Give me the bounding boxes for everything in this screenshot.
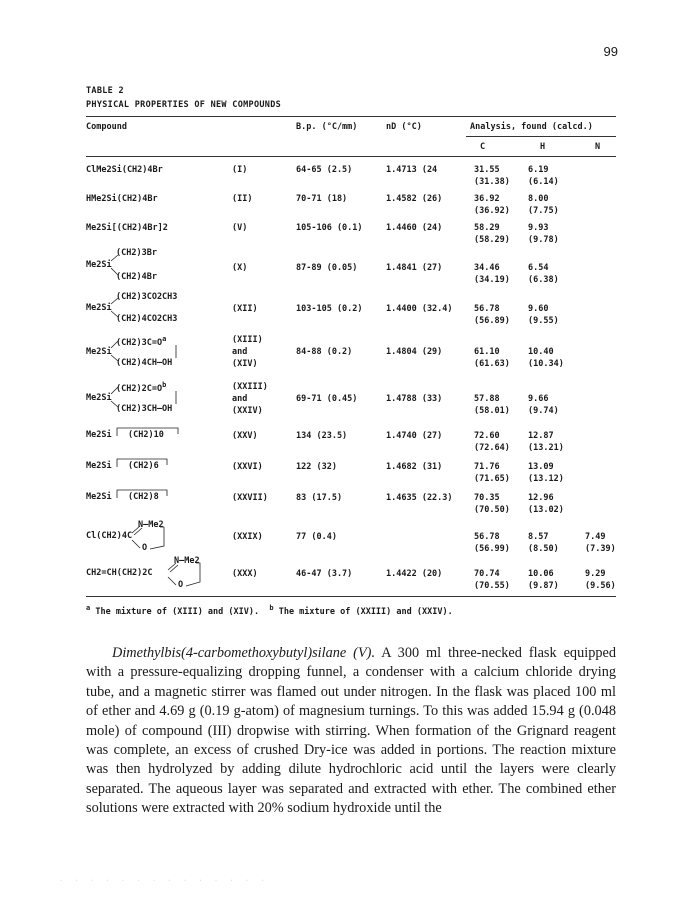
structure-silicon: Me2Si xyxy=(86,260,112,270)
carbon-calcd: (56.89) xyxy=(474,316,510,326)
procedure-text: A 300 ml three-necked flask equipped with a pressure-equalizing dropping funnel, a condenser with a calcium chloride drying tube, and a magnetic stirrer was flamed out under nitrogen. In the flask was placed 100 ml of ether and 4.69 g (0.19 g-atom) of magnesium turnings. To this was added 15.94 g (0.048 mole) of compound (III) dropwise with stirring. When formation of the Grignard reagent was complete, an excess of crushed Dry-ice was added in portions. The reaction mixture was then hydrolyzed by adding dilute hydrochloric acid until the layers were clearly separated. The aqueous layer was separated and extracted with ether. The combined ether solutions were extracted with 20% sodium hydroxide until the xyxy=(86,645,616,817)
header-h: H xyxy=(540,142,546,152)
table-label: TABLE 2 xyxy=(86,86,124,96)
hydrogen-calcd: (6.38) xyxy=(528,275,559,285)
boiling-point: 77 (0.4) xyxy=(296,532,337,542)
compound-number: (I) xyxy=(232,165,248,175)
carbon-calcd: (58.01) xyxy=(474,406,510,416)
compound-number: (XXIX) xyxy=(232,532,263,542)
compound-name: HMe2Si(CH2)4Br xyxy=(86,194,158,204)
hydrogen-found: 10.06 xyxy=(528,569,554,579)
table-bottom-rule xyxy=(86,596,616,597)
header-bottom-rule xyxy=(86,156,616,157)
compound-number-and: and xyxy=(232,347,248,357)
carbon-calcd: (36.92) xyxy=(474,206,510,216)
boiling-point: 134 (23.5) xyxy=(296,431,348,441)
hydrogen-calcd: (9.55) xyxy=(528,316,559,326)
hydrogen-found: 10.40 xyxy=(528,347,554,357)
hydrogen-found: 12.96 xyxy=(528,493,554,503)
carbon-found: 36.92 xyxy=(474,194,500,204)
compound-number: (XIII) xyxy=(232,335,263,345)
hydrogen-found: 8.00 xyxy=(528,194,549,204)
compound-number: (X) xyxy=(232,263,248,273)
carbon-found: 70.74 xyxy=(474,569,500,579)
boiling-point: 84-88 (0.2) xyxy=(296,347,353,357)
header-bp: B.p. (°C/mm) xyxy=(296,122,358,132)
compound-number: (XII) xyxy=(232,304,258,314)
boiling-point: 103-105 (0.2) xyxy=(296,304,363,314)
refractive-index: 1.4841 (27) xyxy=(386,263,443,273)
nitrogen-found: 7.49 xyxy=(585,532,606,542)
structure-ring: (CH2)8 xyxy=(128,492,159,502)
hydrogen-calcd: (7.75) xyxy=(528,206,559,216)
carbon-found: 56.78 xyxy=(474,304,500,314)
structure-top-chain: (CH2)3CO2CH3 xyxy=(116,292,178,302)
carbon-found: 57.88 xyxy=(474,394,500,404)
structure-silicon: Me2Si xyxy=(86,303,112,313)
structure-main-chain: CH2=CH(CH2)2C xyxy=(86,568,153,578)
carbon-calcd: (61.63) xyxy=(474,359,510,369)
nitrogen-calcd: (9.56) xyxy=(585,581,616,591)
structure-silicon: Me2Si xyxy=(86,492,112,502)
footnote-b: The mixture of (XXIII) and (XXIV). xyxy=(278,606,453,617)
carbon-calcd: (70.50) xyxy=(474,505,510,515)
boiling-point: 64-65 (2.5) xyxy=(296,165,353,175)
hydrogen-calcd: (9.87) xyxy=(528,581,559,591)
compound-number: (XIV) xyxy=(232,359,258,369)
compound-name: Me2Si[(CH2)4Br]2 xyxy=(86,223,168,233)
hydrogen-found: 12.87 xyxy=(528,431,554,441)
refractive-index: 1.4422 (20) xyxy=(386,569,443,579)
refractive-index: 1.4460 (24) xyxy=(386,223,443,233)
carbon-found: 56.78 xyxy=(474,532,500,542)
hydrogen-calcd: (9.74) xyxy=(528,406,559,416)
hydrogen-found: 13.09 xyxy=(528,462,554,472)
structure-silicon: Me2Si xyxy=(86,347,112,357)
refractive-index: 1.4804 (29) xyxy=(386,347,443,357)
structure-main-chain: Cl(CH2)4C xyxy=(86,531,133,541)
hydrogen-found: 9.66 xyxy=(528,394,549,404)
carbon-found: 34.46 xyxy=(474,263,500,273)
carbon-found: 70.35 xyxy=(474,493,500,503)
boiling-point: 46-47 (3.7) xyxy=(296,569,353,579)
boiling-point: 69-71 (0.45) xyxy=(296,394,358,404)
hydrogen-found: 6.19 xyxy=(528,165,549,175)
compound-number: (XXIII) xyxy=(232,382,268,392)
structure-silicon: Me2Si xyxy=(86,461,112,471)
compound-number: (II) xyxy=(232,194,253,204)
structure-silicon: Me2Si xyxy=(86,393,112,403)
structure-bottom-chain: (CH2)4CO2CH3 xyxy=(116,314,178,324)
boiling-point: 87-89 (0.05) xyxy=(296,263,358,273)
carbon-found: 61.10 xyxy=(474,347,500,357)
structure-oxygen: O xyxy=(142,543,148,553)
hydrogen-found: 6.54 xyxy=(528,263,549,273)
hydrogen-calcd: (10.34) xyxy=(528,359,564,369)
compound-number: (XXV) xyxy=(232,431,258,441)
carbon-found: 72.60 xyxy=(474,431,500,441)
header-analysis: Analysis, found (calcd.) xyxy=(470,122,593,132)
nitrogen-found: 9.29 xyxy=(585,569,606,579)
header-compound: Compound xyxy=(86,122,127,132)
compound-number-and: and xyxy=(232,394,248,404)
hydrogen-calcd: (13.02) xyxy=(528,505,564,515)
compound-number: (V) xyxy=(232,223,248,233)
structure-silicon: Me2Si xyxy=(86,430,112,440)
header-c: C xyxy=(480,142,486,152)
scan-artifact-dots: · · · · · · · · · · · · · · xyxy=(60,878,270,884)
compound-number: (XXVII) xyxy=(232,493,268,503)
structure-bottom-chain: (CH2)4CH—OH xyxy=(116,358,173,368)
refractive-index: 1.4400 (32.4) xyxy=(386,304,453,314)
carbon-calcd: (31.38) xyxy=(474,177,510,187)
procedure-paragraph xyxy=(86,644,616,819)
carbon-found: 31.55 xyxy=(474,165,500,175)
hydrogen-calcd: (8.50) xyxy=(528,544,559,554)
table-footnotes: $^a$ The mixture of (XIII) and (XIV). $^b$ The mixture of (XXIII) and (XXIV). xyxy=(86,604,453,617)
hydrogen-found: 9.60 xyxy=(528,304,549,314)
structure-nitrogen: N—Me2 xyxy=(138,520,164,530)
refractive-index: 1.4582 (26) xyxy=(386,194,443,204)
structure-bottom-chain: (CH2)4Br xyxy=(116,272,157,282)
hydrogen-found: 8.57 xyxy=(528,532,549,542)
hydrogen-found: 9.93 xyxy=(528,223,549,233)
procedure-heading: Dimethylbis(4-carbomethoxybutyl)silane (V). xyxy=(112,645,376,661)
hydrogen-calcd: (9.78) xyxy=(528,235,559,245)
structure-ring: (CH2)6 xyxy=(128,461,159,471)
carbon-calcd: (58.29) xyxy=(474,235,510,245)
hydrogen-calcd: (6.14) xyxy=(528,177,559,187)
carbon-calcd: (72.64) xyxy=(474,443,510,453)
structure-top-chain: (CH2)3Br xyxy=(116,248,157,258)
structure-oxygen: O xyxy=(178,580,184,590)
table-caption xyxy=(86,84,281,112)
carbon-calcd: (71.65) xyxy=(474,474,510,484)
nitrogen-calcd: (7.39) xyxy=(585,544,616,554)
structure-ring: (CH2)10 xyxy=(128,430,164,440)
structure-nitrogen: N—Me2 xyxy=(174,556,200,566)
hydrogen-calcd: (13.12) xyxy=(528,474,564,484)
refractive-index: 1.4635 (22.3) xyxy=(386,493,453,503)
structure-bottom-chain: (CH2)3CH—OH xyxy=(116,404,173,414)
table-title: PHYSICAL PROPERTIES OF NEW COMPOUNDS xyxy=(86,100,282,110)
refractive-index: 1.4713 (24 xyxy=(386,165,438,175)
compound-name: ClMe2Si(CH2)4Br xyxy=(86,165,163,175)
header-nd: nD (°C) xyxy=(386,122,422,132)
structure-top-chain: $(CH2)3C=O^a$ xyxy=(116,335,167,348)
page-number: 99 xyxy=(603,44,618,59)
boiling-point: 105-106 (0.1) xyxy=(296,223,363,233)
table-top-rule xyxy=(86,116,616,117)
carbon-found: 71.76 xyxy=(474,462,500,472)
footnote-a: The mixture of (XIII) and (XIV). xyxy=(95,606,260,617)
hydrogen-calcd: (13.21) xyxy=(528,443,564,453)
refractive-index: 1.4788 (33) xyxy=(386,394,443,404)
compound-number: (XXX) xyxy=(232,569,258,579)
carbon-calcd: (56.99) xyxy=(474,544,510,554)
analysis-rule xyxy=(466,136,616,137)
compound-number: (XXIV) xyxy=(232,406,263,416)
carbon-calcd: (70.55) xyxy=(474,581,510,591)
carbon-found: 58.29 xyxy=(474,223,500,233)
structure-top-chain: $(CH2)2C=O^b$ xyxy=(116,381,167,394)
boiling-point: 70-71 (18) xyxy=(296,194,348,204)
boiling-point: 83 (17.5) xyxy=(296,493,343,503)
compound-number: (XXVI) xyxy=(232,462,263,472)
boiling-point: 122 (32) xyxy=(296,462,337,472)
carbon-calcd: (34.19) xyxy=(474,275,510,285)
refractive-index: 1.4740 (27) xyxy=(386,431,443,441)
refractive-index: 1.4682 (31) xyxy=(386,462,443,472)
header-n: N xyxy=(595,142,601,152)
